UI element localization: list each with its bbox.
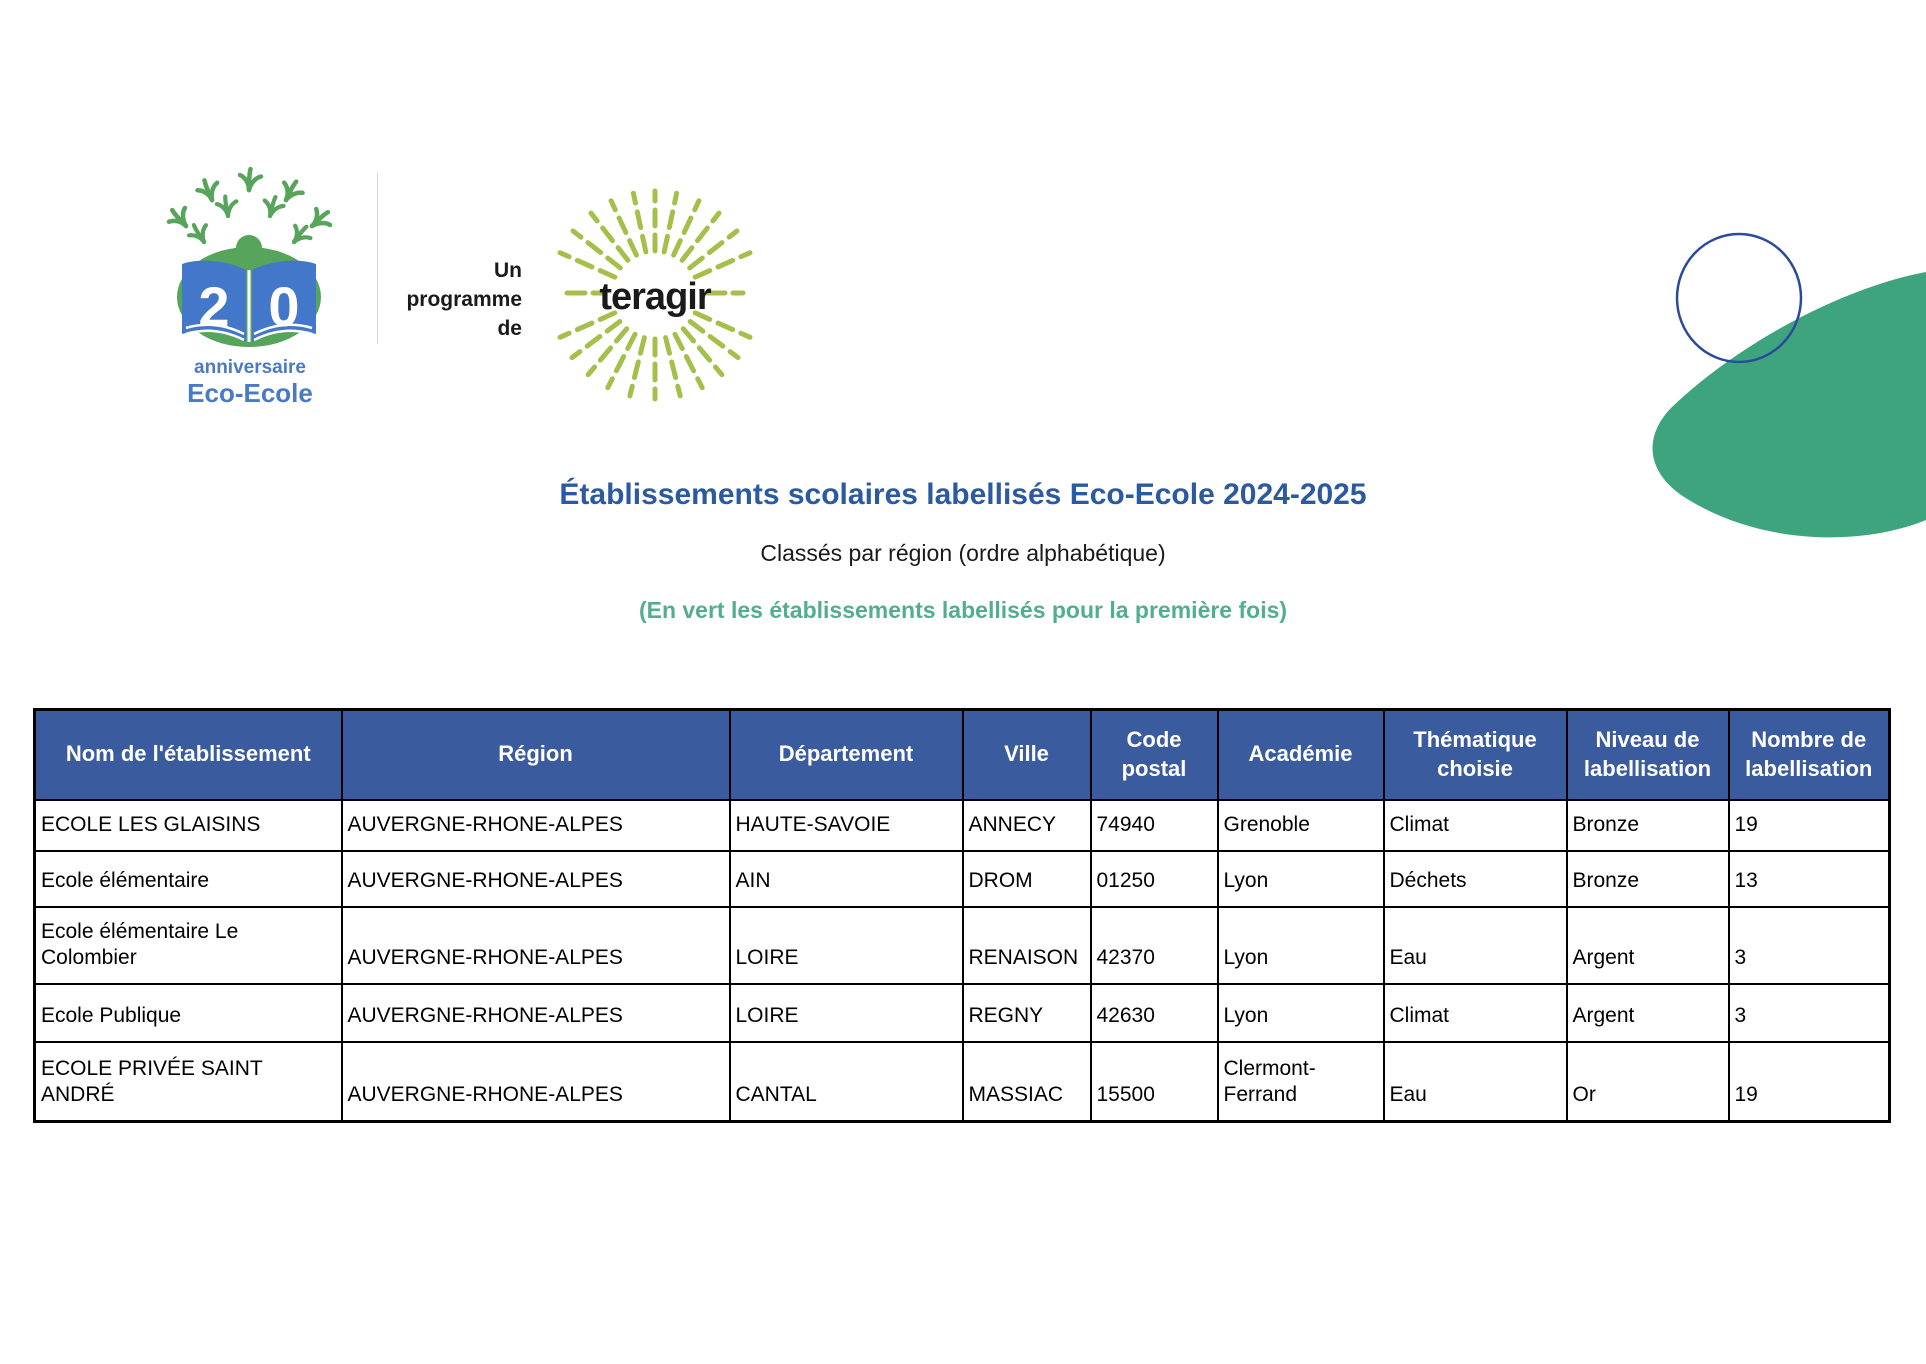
- cell-code-postal: 74940: [1091, 800, 1218, 851]
- cell-nombre: 19: [1729, 1042, 1890, 1122]
- cell-code-postal: 15500: [1091, 1042, 1218, 1122]
- cell-niveau: Argent: [1567, 907, 1729, 984]
- cell-ville: DROM: [963, 851, 1091, 907]
- cell-nom: ECOLE LES GLAISINS: [35, 800, 342, 851]
- teragir-prefix-line1: Un: [494, 259, 522, 282]
- col-header-departement: Département: [730, 710, 963, 800]
- header-row: [35, 710, 1890, 800]
- cell-region: AUVERGNE-RHONE-ALPES: [342, 851, 730, 907]
- person-icon: [236, 235, 262, 261]
- cell-thematique: Eau: [1384, 1042, 1567, 1122]
- cell-thematique: Déchets: [1384, 851, 1567, 907]
- teragir-prefix-line3: de: [497, 317, 522, 340]
- cell-region: AUVERGNE-RHONE-ALPES: [342, 907, 730, 984]
- cell-region: AUVERGNE-RHONE-ALPES: [342, 984, 730, 1042]
- schools-table: [33, 708, 1891, 1123]
- table-row: [35, 907, 1890, 984]
- teragir-prefix-line2: programme: [406, 288, 522, 311]
- cell-nombre: 13: [1729, 851, 1890, 907]
- table-row: [35, 800, 1890, 851]
- corner-decoration: [1626, 0, 1926, 560]
- first-label-note: (En vert les établissements labellisés pour la première fois): [638, 597, 1288, 623]
- cell-ville: MASSIAC: [963, 1042, 1091, 1122]
- cell-niveau: Bronze: [1567, 800, 1729, 851]
- cell-departement: CANTAL: [730, 1042, 963, 1122]
- cell-departement: AIN: [730, 851, 963, 907]
- cell-nombre: 19: [1729, 800, 1890, 851]
- eco-ecole-anniversary-logo: [160, 160, 340, 407]
- anniversary-caption-line2: Eco-Ecole: [187, 378, 313, 408]
- cell-code-postal: 01250: [1091, 851, 1218, 907]
- cell-nom: Ecole Publique: [35, 984, 342, 1042]
- col-header-region: Région: [342, 710, 730, 800]
- cell-nom: ECOLE PRIVÉE SAINT ANDRÉ: [35, 1042, 342, 1122]
- table-row: [35, 984, 1890, 1042]
- cell-ville: REGNY: [963, 984, 1091, 1042]
- cell-code-postal: 42370: [1091, 907, 1218, 984]
- cell-ville: ANNECY: [963, 800, 1091, 851]
- cell-niveau: Or: [1567, 1042, 1729, 1122]
- cell-academie: Lyon: [1218, 851, 1384, 907]
- cell-code-postal: 42630: [1091, 984, 1218, 1042]
- cell-thematique: Climat: [1384, 984, 1567, 1042]
- table-row: [35, 1042, 1890, 1122]
- anniversary-digit-left: 2: [198, 275, 230, 338]
- col-header-niveau: Niveau de labellisation: [1567, 710, 1729, 800]
- blue-circle-icon: [1677, 234, 1801, 362]
- cell-departement: HAUTE-SAVOIE: [730, 800, 963, 851]
- cell-ville: RENAISON: [963, 907, 1091, 984]
- cell-niveau: Argent: [1567, 984, 1729, 1042]
- page-title: Établissements scolaires labellisés Eco-Ecole 2024-2025: [559, 478, 1367, 511]
- cell-nombre: 3: [1729, 984, 1890, 1042]
- teragir-wordmark: teragir: [599, 276, 711, 318]
- col-header-code-postal: Code postal: [1091, 710, 1218, 800]
- page-subtitle: Classés par région (ordre alphabétique): [760, 540, 1166, 566]
- anniversary-caption-line1: anniversaire: [194, 357, 306, 378]
- teragir-logo: [528, 183, 788, 418]
- open-book-icon: [182, 261, 316, 342]
- cell-nom: Ecole élémentaire: [35, 851, 342, 907]
- cell-departement: LOIRE: [730, 984, 963, 1042]
- cell-thematique: Climat: [1384, 800, 1567, 851]
- col-header-academie: Académie: [1218, 710, 1384, 800]
- cell-academie: Lyon: [1218, 907, 1384, 984]
- cell-nom: Ecole élémentaire Le Colombier: [35, 907, 342, 984]
- table-row: [35, 851, 1890, 907]
- anniversary-digit-right: 0: [268, 275, 300, 338]
- cell-region: AUVERGNE-RHONE-ALPES: [342, 1042, 730, 1122]
- cell-thematique: Eau: [1384, 907, 1567, 984]
- col-header-ville: Ville: [963, 710, 1091, 800]
- cell-region: AUVERGNE-RHONE-ALPES: [342, 800, 730, 851]
- cell-departement: LOIRE: [730, 907, 963, 984]
- col-header-thematique: Thématique choisie: [1384, 710, 1567, 800]
- cell-academie: Lyon: [1218, 984, 1384, 1042]
- cell-academie: Clermont-Ferrand: [1218, 1042, 1384, 1122]
- cell-academie: Grenoble: [1218, 800, 1384, 851]
- teragir-prefix-text: [392, 256, 522, 343]
- cell-niveau: Bronze: [1567, 851, 1729, 907]
- cell-nombre: 3: [1729, 907, 1890, 984]
- logo-divider: [377, 172, 378, 344]
- col-header-nombre: Nombre de labellisation: [1729, 710, 1890, 800]
- tree-book-icon: [160, 160, 338, 355]
- col-header-nom: Nom de l'établissement: [35, 710, 342, 800]
